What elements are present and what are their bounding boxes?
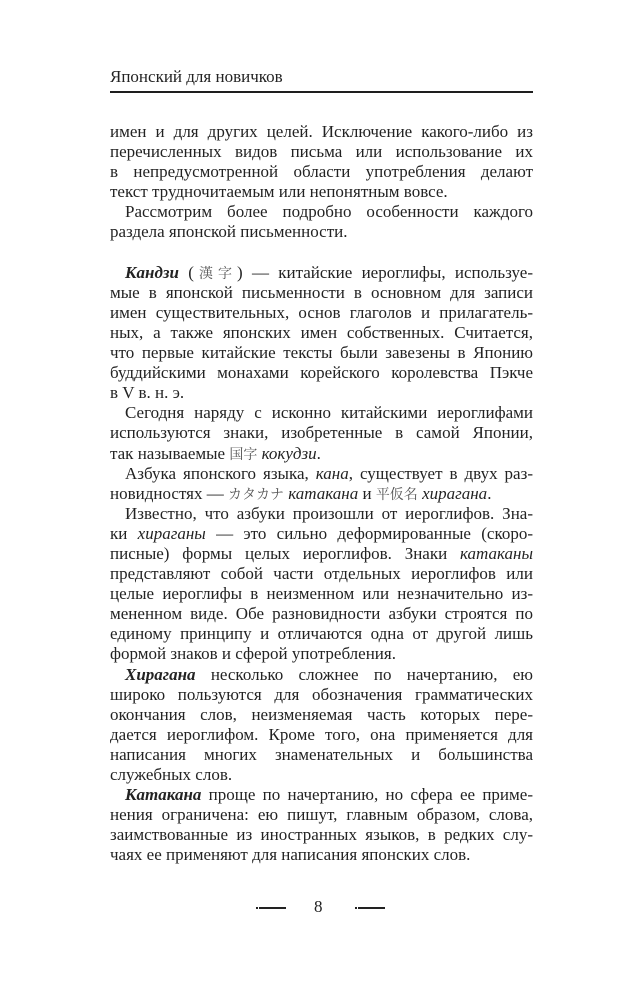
text-line <box>110 343 533 363</box>
term-emphasis: Хирагана <box>125 664 196 684</box>
text-line <box>110 685 533 705</box>
text-line <box>110 263 533 283</box>
text-line <box>110 303 533 323</box>
text-line <box>110 725 533 745</box>
text-run: раздела японской письменности. <box>110 222 348 242</box>
paragraph-gap <box>110 243 533 263</box>
text-run: Азбука японского языка, <box>125 463 316 483</box>
text-line <box>110 665 533 685</box>
japanese-characters: カタカナ <box>227 486 284 503</box>
text-line <box>110 564 533 584</box>
italic-term: хирагана <box>422 483 488 503</box>
text-run: писные) формы целых иероглифов. Знаки <box>110 543 460 563</box>
text-run: единому принципу и отличаются одна от другой лишь <box>110 624 533 644</box>
text-run: окончания слов, неизменяемая часть которых пере- <box>110 704 533 724</box>
text-run: заимствованные из иностранных языков, в редких слу- <box>110 825 533 845</box>
text-run: представляют собой части отдельных иероглифов или <box>110 564 533 584</box>
paragraph <box>110 122 533 202</box>
ornament-dot-left <box>256 907 258 909</box>
japanese-characters: 平仮名 <box>375 486 418 503</box>
paragraph <box>110 665 533 786</box>
text-run: новидностях — <box>110 483 228 503</box>
paragraph <box>110 202 533 242</box>
paragraph <box>110 785 533 865</box>
text-run: . <box>316 443 321 463</box>
text-run: дается иероглифом. Кроме того, она применяется для <box>110 724 533 744</box>
text-run: Рассмотрим более подробно особенности каждого <box>125 202 533 222</box>
running-header: Японский для новичков <box>110 67 283 86</box>
text-run: служебных слов. <box>110 765 233 784</box>
page-footer <box>0 896 619 918</box>
text-line <box>110 444 533 464</box>
text-run: целые иероглифы в неизменном или незначительно из- <box>110 584 533 604</box>
term-emphasis: Катакана <box>125 785 202 805</box>
term-emphasis: Кандзи <box>125 262 179 282</box>
text-run: в V в. н. э. <box>110 383 185 403</box>
page-number: 8 <box>314 897 323 916</box>
text-run: ( <box>179 262 194 282</box>
paragraph <box>110 403 533 463</box>
text-run: в непредусмотренной области употребления делают <box>110 162 533 182</box>
japanese-characters: 国字 <box>229 446 258 463</box>
text-run: текст трудночитаемым или непонятным вовсе. <box>110 182 448 202</box>
text-run: ных, а также японских имен собственных. Считается, <box>110 322 533 342</box>
paragraph <box>110 263 533 404</box>
text-line <box>110 805 533 825</box>
text-line <box>110 142 533 162</box>
text-run: написания многих знаменательных и большинства <box>110 744 533 764</box>
text-line <box>110 363 533 383</box>
text-run: широко пользуются для обозначения грамматических <box>110 684 533 704</box>
body-text <box>110 122 533 865</box>
text-line <box>110 785 533 805</box>
text-line <box>110 182 533 202</box>
text-run: Сегодня наряду с исконно китайскими иероглифами <box>125 403 533 423</box>
text-run: — это сильно деформированные (скоро- <box>205 523 533 543</box>
text-run: имен существительных, основ глаголов и прилагатель- <box>110 302 533 322</box>
italic-term: хираганы <box>137 523 206 543</box>
text-run: ) — китайские иероглифы, используе- <box>237 262 533 282</box>
text-run: перечисленных видов письма или использование их <box>110 142 533 162</box>
text-run: мененном виде. Обе разновидности азбуки строятся по <box>110 604 533 624</box>
text-run: чаях ее применяют для написания японских слов. <box>110 845 471 865</box>
text-run: . <box>487 483 492 503</box>
text-line <box>110 323 533 343</box>
italic-term: кана <box>315 463 349 483</box>
text-line <box>110 122 533 142</box>
text-line <box>110 624 533 644</box>
japanese-characters: 漢字 <box>193 265 238 282</box>
ornament-dash-left <box>259 907 286 909</box>
italic-term: катакана <box>288 483 359 503</box>
text-run: нения ограничена: ею пишут, главным образом, слова, <box>110 805 533 825</box>
text-line <box>110 845 533 865</box>
text-run: и <box>358 483 376 503</box>
text-line <box>110 484 533 504</box>
text-line <box>110 705 533 725</box>
text-line <box>110 383 533 403</box>
text-line <box>110 544 533 564</box>
text-line <box>110 825 533 845</box>
text-line <box>110 644 533 664</box>
text-run: Известно, что азбуки произошли от иероглифов. Зна- <box>125 503 533 523</box>
text-run: ки <box>110 523 138 543</box>
text-line <box>110 162 533 182</box>
paragraph <box>110 464 533 504</box>
text-line <box>110 504 533 524</box>
text-line <box>110 604 533 624</box>
header-rule <box>110 91 533 93</box>
text-line <box>110 464 533 484</box>
text-line <box>110 283 533 303</box>
ornament-dot-right <box>355 907 357 909</box>
text-line <box>110 423 533 443</box>
paragraph <box>110 504 533 665</box>
italic-term: катаканы <box>460 543 533 563</box>
text-line <box>110 584 533 604</box>
text-run: имен и для других целей. Исключение какого-либо из <box>110 122 533 141</box>
text-line <box>110 524 533 544</box>
text-run: что первые китайские тексты были завезены в Японию <box>110 343 533 363</box>
text-line <box>110 202 533 222</box>
text-run: так называемые <box>110 443 230 463</box>
text-line <box>110 745 533 765</box>
text-line <box>110 403 533 423</box>
text-run: проще по начертанию, но сфера ее приме- <box>201 785 533 805</box>
text-run: мые в японской письменности в основном для записи <box>110 282 533 302</box>
text-run: несколько сложнее по начертанию, ею <box>195 664 533 684</box>
text-run: , существует в двух раз- <box>348 463 533 483</box>
text-line <box>110 765 533 785</box>
ornament-dash-right <box>358 907 385 909</box>
text-run: используются знаки, изобретенные в самой Японии, <box>110 423 533 443</box>
italic-term: кокудзи <box>261 443 317 463</box>
text-run: формой знаков и сферой употребления. <box>110 644 396 664</box>
text-run: буддийскими монахами корейского королевства Пэкче <box>110 363 533 383</box>
text-line <box>110 222 533 242</box>
